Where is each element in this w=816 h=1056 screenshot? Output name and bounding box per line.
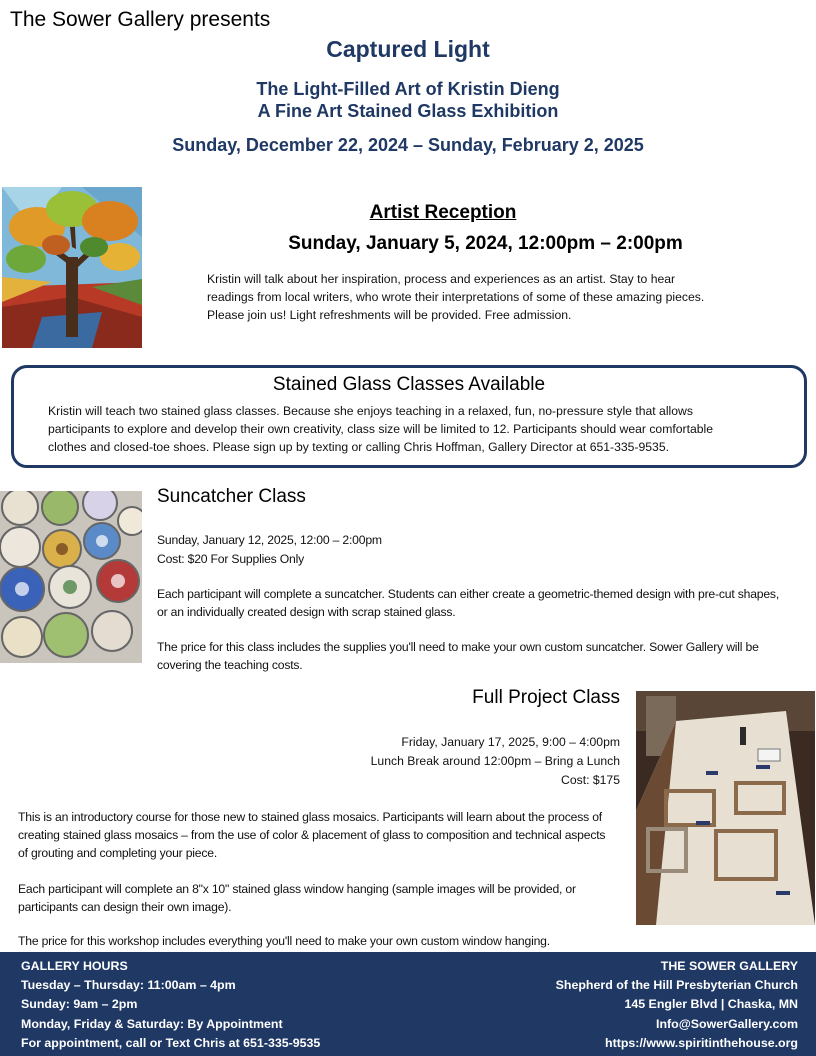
full-project-line: creating stained glass mosaics – from the use of color & placement of glass to composition and technical aspects xyxy=(18,828,606,842)
exhibition-dates: Sunday, December 22, 2024 – Sunday, February 2, 2025 xyxy=(172,135,644,155)
classes-line: clothes and closed-toe shoes. Please sign up by texting or calling Chris Hoffman, Gallery Director at 651-335-9535. xyxy=(48,440,669,454)
gallery-name: THE SOWER GALLERY xyxy=(660,959,798,973)
suncatcher-cost: Cost: $20 For Supplies Only xyxy=(157,552,305,566)
exhibition-title: Captured Light xyxy=(326,36,490,62)
hours-line: Monday, Friday & Saturday: By Appointment xyxy=(21,1016,283,1031)
suncatcher-line: covering the teaching costs. xyxy=(157,658,303,672)
full-project-date: Friday, January 17, 2025, 9:00 – 4:00pm xyxy=(401,735,620,749)
classes-description xyxy=(48,402,788,456)
exhibition-subtitle-artist: The Light-Filled Art of Kristin Dieng xyxy=(256,79,560,99)
reception-line: readings from local writers, who wrote their interpretations of some of these amazing pieces. xyxy=(207,290,705,304)
full-project-heading: Full Project Class xyxy=(472,687,620,708)
classes-line: Kristin will teach two stained glass classes. Because she enjoys teaching in a relaxed, fun, no-pressure style that allows xyxy=(48,404,693,418)
full-project-line: of grouting and completing your piece. xyxy=(18,846,218,860)
gallery-hours xyxy=(21,957,320,1053)
full-project-line: participants can design their own image). xyxy=(18,900,232,914)
suncatcher-price-note xyxy=(157,638,805,674)
gallery-hours-heading: GALLERY HOURS xyxy=(21,959,128,973)
artist-reception-heading: Artist Reception xyxy=(369,202,517,223)
suncatcher-heading: Suncatcher Class xyxy=(157,486,306,507)
full-project-line: This is an introductory course for those new to stained glass mosaics. Participants will learn about the process of xyxy=(18,810,602,824)
hours-line: Tuesday – Thursday: 11:00am – 4pm xyxy=(21,978,236,993)
full-project-price-note: The price for this workshop includes everything you'll need to make your own custom window hanging. xyxy=(18,934,550,948)
suncatcher-description xyxy=(157,585,805,621)
church-name: Shepherd of the Hill Presbyterian Church xyxy=(555,978,798,993)
artist-reception-description xyxy=(207,270,767,324)
exhibition-subtitle-type: A Fine Art Stained Glass Exhibition xyxy=(257,101,559,121)
suncatcher-date: Sunday, January 12, 2025, 12:00 – 2:00pm xyxy=(157,533,382,547)
suncatcher-line: The price for this class includes the supplies you'll need to make your own custom suncatcher. Sower Gallery will be xyxy=(157,640,759,654)
suncatcher-line: Each participant will complete a suncatcher. Students can either create a geometric-themed design with pre-cut shapes, xyxy=(157,587,780,601)
reception-line: Kristin will talk about her inspiration, process and experiences as an artist. Stay to hear xyxy=(207,272,676,286)
reception-line: Please join us! Light refreshments will be provided. Free admission. xyxy=(207,308,572,322)
full-project-description xyxy=(18,808,628,862)
email-link[interactable]: Info@SowerGallery.com xyxy=(656,1016,798,1031)
appointment-line: For appointment, call or Text Chris at 651-335-9535 xyxy=(21,1035,321,1050)
website-link[interactable]: https://www.spiritinthehouse.org xyxy=(605,1035,798,1050)
full-project-cost: Cost: $175 xyxy=(561,773,620,787)
full-project-lunch: Lunch Break around 12:00pm – Bring a Lunch xyxy=(370,754,620,768)
classes-heading: Stained Glass Classes Available xyxy=(272,374,546,395)
artist-reception-datetime: Sunday, January 5, 2024, 12:00pm – 2:00pm xyxy=(288,233,683,254)
footer-bar xyxy=(0,952,816,1056)
full-project-line: Each participant will complete an 8"x 10" stained glass window hanging (sample images will be provided, or xyxy=(18,882,576,896)
classes-line: participants to explore and develop their own creativity, class size will be limited to 12. Participants should wear comfortable xyxy=(48,422,713,436)
address: 145 Engler Blvd | Chaska, MN xyxy=(624,997,798,1012)
full-project-window-hanging xyxy=(18,880,628,916)
gallery-contact xyxy=(556,957,798,1053)
classroom-table-image xyxy=(636,691,815,925)
stained-glass-tree-image xyxy=(2,187,142,348)
hours-line: Sunday: 9am – 2pm xyxy=(21,997,138,1012)
suncatcher-line: or an individually created design with scrap stained glass. xyxy=(157,605,456,619)
suncatchers-image xyxy=(0,491,142,663)
presents-line: The Sower Gallery presents xyxy=(10,8,271,31)
